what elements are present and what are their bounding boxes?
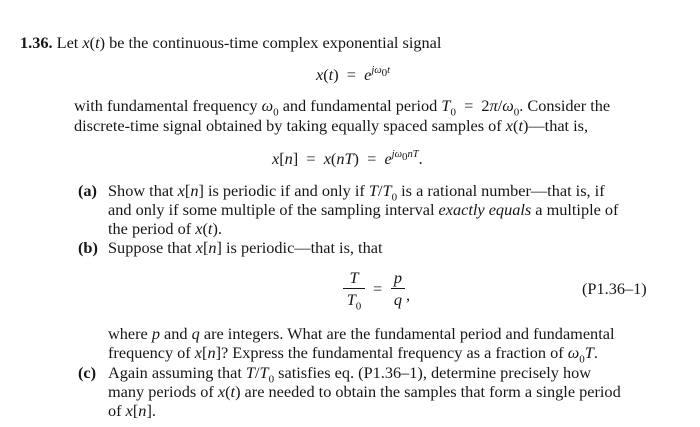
equation-1: $x(t) = e^{j\omega_0t}$ [316, 64, 391, 84]
equation-2: $x[n] = x(nT) = e^{j\omega_0nT}$. [272, 148, 423, 168]
part-a-line-1: Show that x[n] is periodic if and only if $T/T_0$ is a rational number—that is, if [108, 181, 605, 204]
paragraph-1-line-2: discrete-time signal obtained by taking equally spaced samples of x(t)—that is, [74, 116, 589, 135]
part-b-line-1: Suppose that x[n] is periodic—that is, that [108, 238, 383, 257]
equation-tag: (P1.36–1) [582, 279, 647, 298]
part-c-label: (c) [78, 363, 97, 382]
part-c-line-1: Again assuming that $T/T_0$ satisfies eq. (P1.36–1), determine precisely how [108, 363, 592, 386]
part-a-line-2: and only if some multiple of the sampling interval exactly equals a multiple of [108, 200, 619, 219]
part-a-label: (a) [78, 181, 97, 200]
problem-header [20, 33, 441, 52]
part-b-label: (b) [78, 238, 98, 257]
paragraph-1-line-1: with fundamental frequency $\omega_0$ and fundamental period $T_0 = 2\pi/\omega_0$. Consider the [74, 96, 611, 119]
fraction-rhs-numerator: p [393, 268, 403, 287]
fraction-equals: = [373, 279, 383, 298]
part-a-line-3: the period of x(t). [108, 219, 222, 238]
part-b-line-3: frequency of x[n]? Express the fundamental frequency as a fraction of $\omega_0T$. [108, 343, 598, 366]
fraction-rhs [391, 268, 405, 309]
problem-intro: Let x(t) be the continuous-time complex exponential signal [56, 33, 442, 52]
fraction-comma: , [406, 285, 411, 304]
part-c-line-2: many periods of x(t) are needed to obtain the samples that form a single period [108, 382, 621, 401]
part-b-line-2: where p and q are integers. What are the fundamental period and fundamental [108, 324, 615, 343]
part-c-line-3: of x[n]. [108, 401, 156, 420]
fraction-lhs: $\frac{T}{T_0}$ [343, 268, 365, 309]
fraction-rhs-denominator: q [393, 290, 403, 309]
problem-number: 1.36. [20, 33, 53, 52]
fraction-lhs-numerator: T [349, 268, 359, 287]
